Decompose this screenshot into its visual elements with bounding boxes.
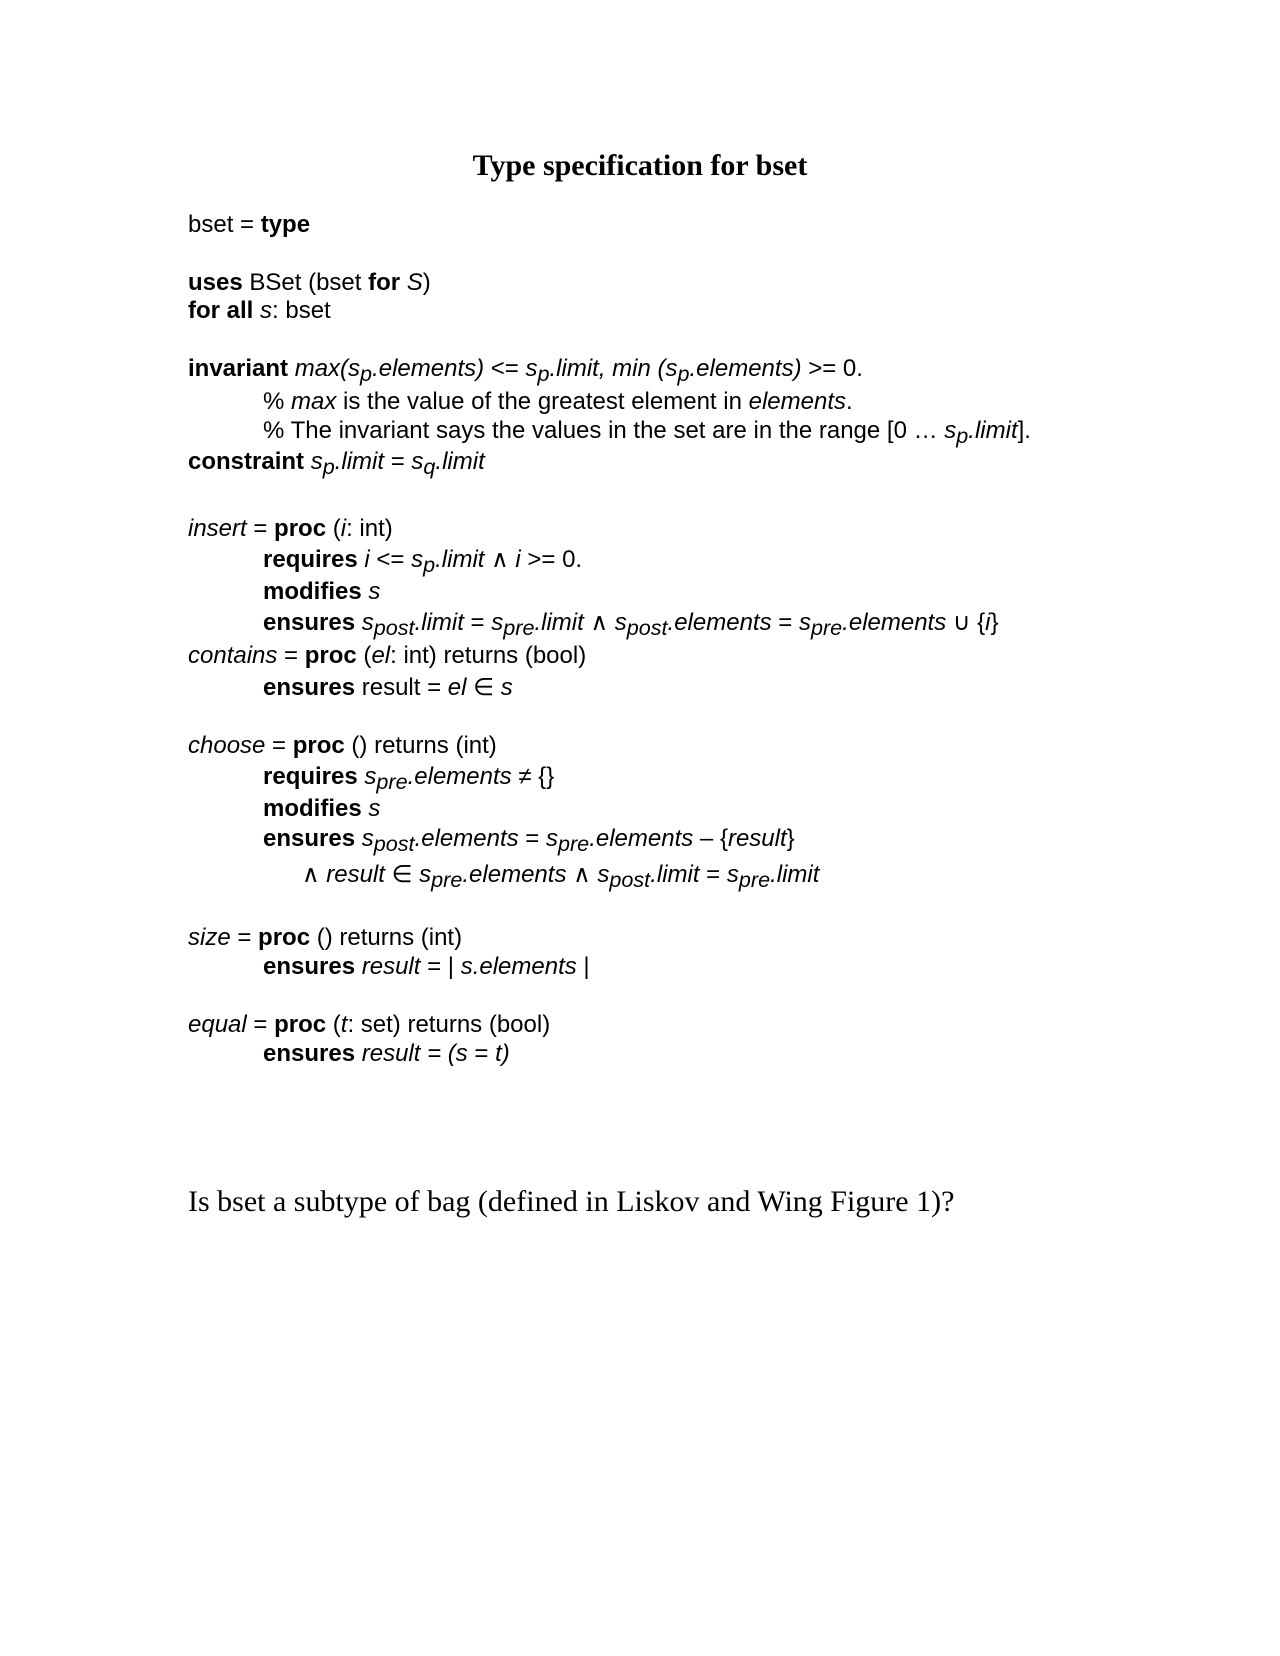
expression: result (727, 825, 787, 852)
variable: s (614, 609, 627, 636)
text: result = (355, 674, 448, 701)
text: ∈ (466, 674, 501, 701)
variable: s (411, 546, 424, 573)
keyword: ensures (263, 674, 356, 701)
ensures-clause-line (263, 1040, 510, 1069)
keyword: uses (188, 269, 243, 296)
keyword: modifies (263, 795, 362, 822)
text: = (467, 1040, 496, 1067)
text: <= (484, 355, 526, 382)
expression: elements (748, 388, 846, 415)
modifies-clause-line (263, 795, 380, 824)
text: ∈ (384, 861, 420, 888)
size-proc-line (188, 924, 462, 953)
ensures-continuation-line (302, 861, 819, 890)
text: : int) returns (bool) (390, 642, 587, 669)
text: ) (422, 269, 431, 296)
subscript: p (677, 360, 690, 386)
keyword: ensures (263, 609, 356, 636)
text: : int) (346, 515, 393, 542)
subscript: post (609, 866, 651, 892)
modifies-clause-line (263, 578, 380, 607)
text: ]. (1017, 417, 1031, 444)
ensures-clause-line (263, 674, 513, 703)
keyword: proc (304, 642, 357, 669)
ensures-clause-line (263, 825, 795, 854)
expression: .limit, min (s (549, 355, 678, 382)
subscript: pre (376, 768, 408, 794)
text: ≠ {} (511, 763, 555, 790)
invariant-clause-line (188, 355, 863, 384)
expression: .limit (414, 609, 464, 636)
expression: .limit (435, 448, 485, 475)
variable: s (944, 417, 957, 444)
variable: i (340, 515, 347, 542)
expression: .elements (842, 609, 947, 636)
text: = (771, 609, 799, 636)
expression: .limit (650, 861, 700, 888)
comment-line (263, 417, 1031, 446)
text: = (246, 1011, 275, 1038)
text: = (699, 861, 727, 888)
text: } (990, 609, 999, 636)
requires-clause-line (263, 763, 554, 792)
keyword: proc (292, 732, 345, 759)
text: ∧ (583, 609, 615, 636)
text: = | (420, 953, 461, 980)
expression: .limit (770, 861, 820, 888)
text (355, 953, 362, 980)
variable: s (491, 609, 504, 636)
subscript: q (423, 453, 436, 479)
keyword: proc (274, 515, 327, 542)
variable: i (985, 609, 991, 636)
expression: .elements (462, 861, 567, 888)
subscript: post (626, 614, 668, 640)
text: ( (356, 642, 372, 669)
text: ∧ (302, 861, 327, 888)
keyword: proc (258, 924, 311, 951)
text: ∧ (484, 546, 516, 573)
text: ( (326, 515, 341, 542)
subscript: p (322, 453, 335, 479)
variable: s (545, 825, 558, 852)
text: % (263, 388, 292, 415)
text: ∪ { (946, 609, 986, 636)
keyword: constraint (188, 448, 305, 475)
variable: s (411, 448, 424, 475)
text: = (384, 448, 412, 475)
text: – { (693, 825, 728, 852)
variable: s (726, 861, 739, 888)
variable: i (364, 546, 370, 573)
text (288, 355, 295, 382)
subscript: pre (557, 830, 590, 856)
text: . (846, 388, 853, 415)
variable: s (260, 297, 273, 324)
text: () returns (int) (310, 924, 463, 951)
constraint-clause-line (188, 448, 485, 477)
subscript: p (956, 422, 969, 448)
text: = (518, 825, 546, 852)
requires-clause-line (263, 546, 582, 575)
text (304, 448, 311, 475)
choose-proc-line (188, 732, 497, 761)
subscript: pre (810, 614, 843, 640)
text: } (786, 825, 795, 852)
ensures-clause-line (263, 609, 999, 638)
text: % The invariant says the values in the set are in the range [0 … (263, 417, 945, 444)
variable: s (500, 674, 513, 701)
text: : set) returns (bool) (347, 1011, 551, 1038)
variable: s (310, 448, 323, 475)
variable: s (361, 609, 374, 636)
keyword: modifies (263, 578, 362, 605)
text: is the value of the greatest element in (336, 388, 749, 415)
text: = (230, 924, 259, 951)
text: ( (326, 1011, 341, 1038)
text (355, 1040, 362, 1067)
keyword: requires (263, 763, 358, 790)
keyword: type (260, 211, 311, 238)
variable: s (597, 861, 610, 888)
text (355, 609, 362, 636)
expression: t) (495, 1040, 510, 1067)
expression: .elements) (372, 355, 485, 382)
expression: .limit (534, 609, 584, 636)
text (253, 297, 260, 324)
text: = (246, 515, 275, 542)
text: () returns (int) (344, 732, 497, 759)
keyword: ensures (263, 953, 356, 980)
comment-line (263, 388, 853, 417)
keyword: ensures (263, 1040, 356, 1067)
proc-name: insert (188, 515, 247, 542)
expression: .elements (414, 825, 519, 852)
for-all-clause-line (188, 297, 331, 326)
expression: result (326, 861, 385, 888)
expression: s.elements (460, 953, 577, 980)
variable: el (371, 642, 391, 669)
keyword: proc (274, 1011, 327, 1038)
subscript: post (373, 614, 415, 640)
expression: result = (s (361, 1040, 468, 1067)
expression: .elements) (689, 355, 802, 382)
variable: s (364, 763, 377, 790)
expression: .elements (407, 763, 512, 790)
text: = (463, 609, 492, 636)
text: <= (369, 546, 412, 573)
text: | (576, 953, 590, 980)
text: = (265, 732, 293, 759)
uses-clause-line (188, 269, 431, 298)
subscript: p (537, 360, 550, 386)
keyword: ensures (263, 825, 356, 852)
equal-proc-line (188, 1011, 550, 1040)
ensures-clause-line (263, 953, 590, 982)
text: >= 0. (520, 546, 583, 573)
expression: .limit (968, 417, 1018, 444)
expression: .elements (667, 609, 772, 636)
subscript: p (423, 551, 436, 577)
subscript: p (360, 360, 373, 386)
contains-proc-line (188, 642, 586, 671)
variable: s (368, 795, 381, 822)
text: bset = (188, 211, 261, 238)
keyword: invariant (188, 355, 289, 382)
expression: .limit (334, 448, 385, 475)
expression: .limit (435, 546, 485, 573)
proc-name: contains (188, 642, 278, 669)
variable: s (419, 861, 432, 888)
variable: S (406, 269, 423, 296)
proc-name: equal (188, 1011, 247, 1038)
variable: s (368, 578, 381, 605)
subscript: post (373, 830, 415, 856)
subscript: pre (738, 866, 771, 892)
expression: max(s (294, 355, 361, 382)
variable: s (798, 609, 811, 636)
text (400, 269, 407, 296)
insert-proc-line (188, 515, 393, 544)
expression: result (361, 953, 421, 980)
text (355, 825, 362, 852)
keyword: for all (188, 297, 254, 324)
expression: max (291, 388, 337, 415)
text: BSet (bset (242, 269, 369, 296)
expression: .elements (589, 825, 694, 852)
text: ∧ (566, 861, 598, 888)
keyword: for (368, 269, 401, 296)
keyword: requires (263, 546, 358, 573)
text: = (277, 642, 305, 669)
proc-name: size (188, 924, 231, 951)
variable: s (525, 355, 538, 382)
document-title: Type specification for bset (472, 149, 808, 182)
type-declaration-line (188, 211, 310, 240)
variable: el (447, 674, 467, 701)
subscript: pre (431, 866, 463, 892)
text: >= 0. (801, 355, 863, 382)
question-text: Is bset a subtype of bag (defined in Liskov and Wing Figure 1)? (188, 1185, 955, 1218)
text: : bset (272, 297, 331, 324)
variable: i (515, 546, 521, 573)
subscript: pre (503, 614, 535, 640)
variable: s (361, 825, 374, 852)
variable: t (340, 1011, 348, 1038)
proc-name: choose (188, 732, 266, 759)
